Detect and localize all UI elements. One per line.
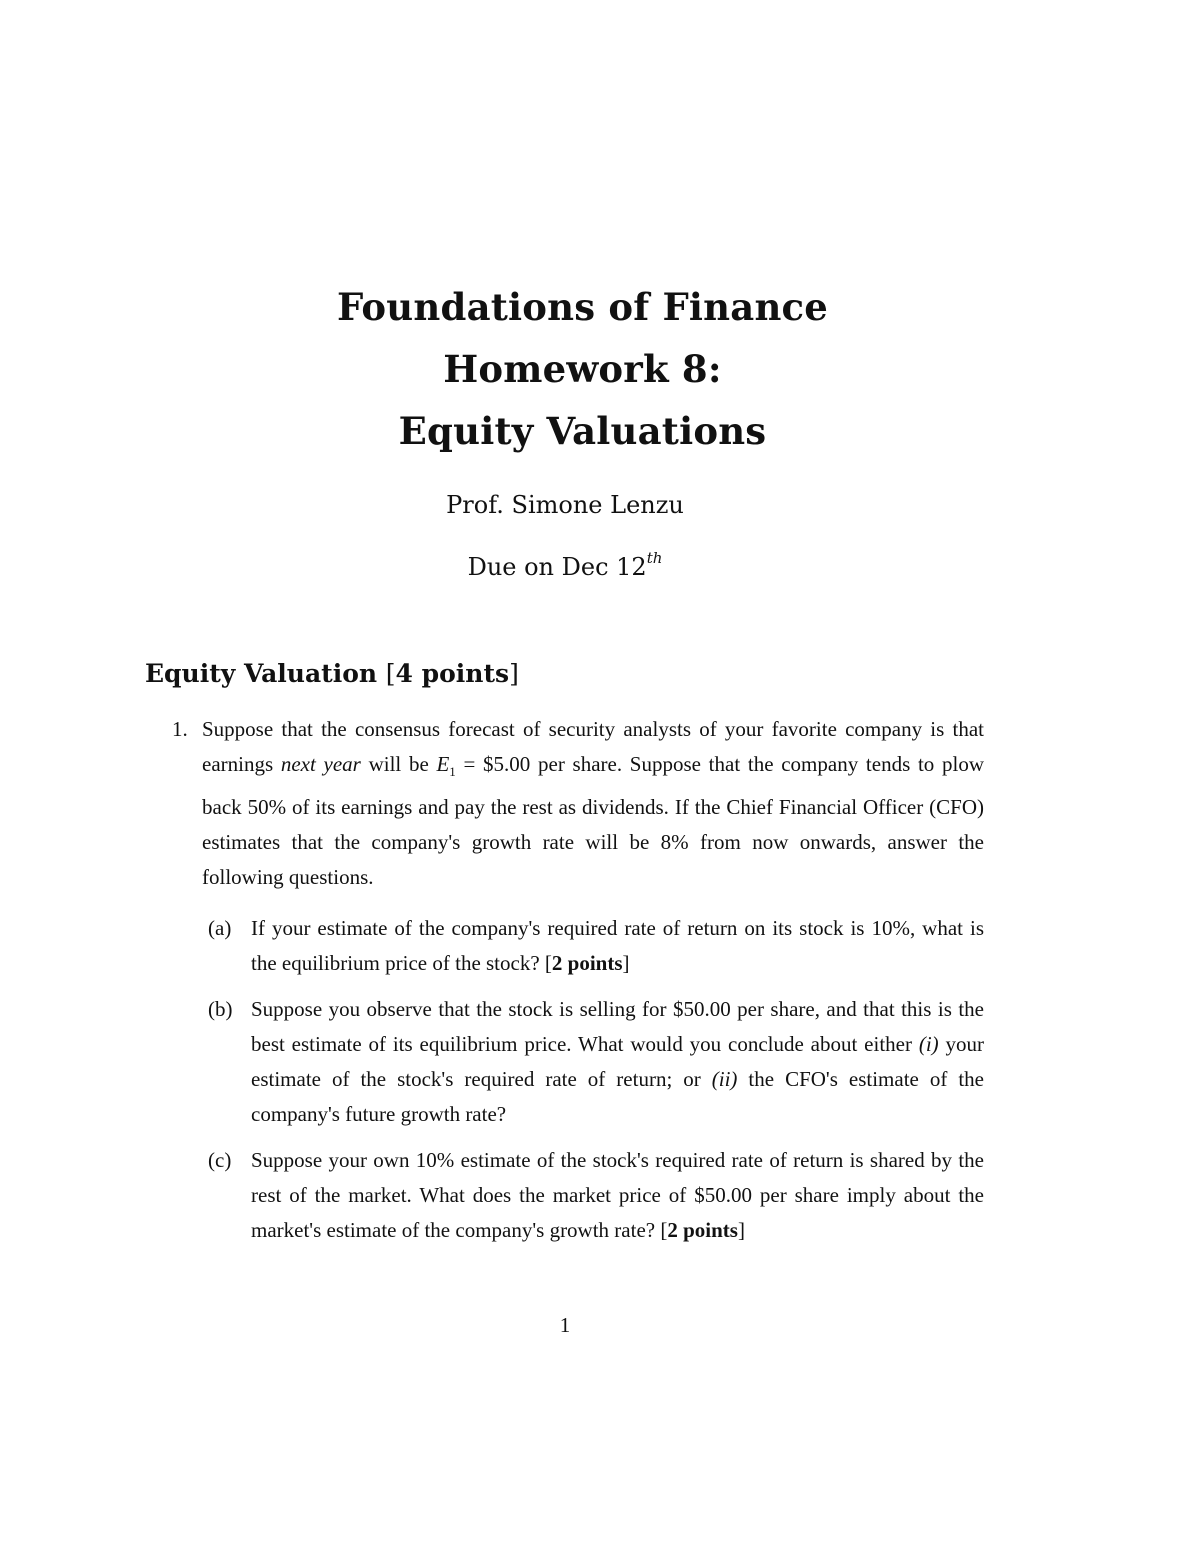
points-value: 2 points bbox=[667, 1218, 738, 1243]
subquestion-label: (c) bbox=[208, 1147, 232, 1172]
subquestion-text-part: the CFO's estimate of the company's future growth rate? bbox=[251, 1067, 984, 1127]
author: Prof. Simone Lenzu bbox=[446, 491, 684, 519]
subquestion-b bbox=[208, 992, 984, 1133]
homework-title: Homework 8: bbox=[443, 347, 722, 391]
question-text-part: Suppose that the consensus forecast of security analysts of your favorite company is that earnings bbox=[202, 717, 984, 777]
page-number: 1 bbox=[559, 1313, 571, 1337]
subquestion-text-part: Suppose your own 10% estimate of the stock's required rate of return is shared by the rest of the market. What does the market price of $50.00 per share imply about the market's estimate of the company's growth rate? bbox=[251, 1147, 984, 1243]
math-symbol: E bbox=[436, 752, 450, 777]
subquestion-c bbox=[208, 1143, 984, 1249]
subquestion-text-part: your estimate of the stock's required rate of return; or bbox=[251, 1031, 984, 1092]
question-text bbox=[202, 712, 984, 896]
section-title: Equity Valuation bbox=[145, 659, 378, 688]
subquestion-emphasis: (i) bbox=[918, 1031, 939, 1056]
question-text-part: = $5.00 per share. Suppose that the company tends to plow back 50% of its earnings and pay the rest as dividends. If the Chief Financial Officer (CFO) estimates that the company's growth rate will be 8% from now onwards, answer the following questions. bbox=[202, 752, 984, 890]
math-expression bbox=[436, 752, 456, 780]
section-heading bbox=[145, 659, 519, 688]
subquestion-text bbox=[251, 1143, 984, 1249]
subquestion-points: [2 points] bbox=[544, 951, 630, 976]
subquestion-text bbox=[251, 911, 984, 982]
subquestion-label: (b) bbox=[208, 996, 233, 1021]
title-block bbox=[0, 276, 1200, 462]
subquestion-list bbox=[208, 911, 984, 1259]
due-date-superscript: th bbox=[646, 549, 663, 567]
question-number: 1. bbox=[172, 717, 188, 741]
question-emphasis: next year bbox=[280, 752, 361, 777]
question-1 bbox=[172, 712, 984, 896]
subquestion-emphasis: (ii) bbox=[711, 1067, 738, 1092]
course-title: Foundations of Finance bbox=[336, 285, 829, 329]
math-subscript: 1 bbox=[449, 764, 456, 780]
topic-title: Equity Valuations bbox=[398, 409, 767, 453]
section-points-text: 4 points bbox=[395, 659, 510, 688]
subquestion-label: (a) bbox=[208, 916, 232, 940]
section-points: [4 points] bbox=[385, 659, 519, 688]
subquestion-text-part: If your estimate of the company's required rate of return on its stock is 10%, what is the equilibrium price of the stock? bbox=[251, 916, 984, 976]
subquestion-points: [2 points] bbox=[660, 1218, 745, 1243]
points-value: 2 points bbox=[551, 951, 623, 976]
subquestion-a bbox=[208, 911, 984, 982]
due-date-text: Due on Dec 12 bbox=[467, 553, 647, 581]
due-date bbox=[0, 549, 1165, 581]
subquestion-text bbox=[251, 992, 984, 1133]
question-text-part: will be bbox=[360, 752, 437, 777]
subquestion-text-part: Suppose you observe that the stock is selling for $50.00 per share, and that this is the best estimate of its equilibrium price. What would you conclude about either bbox=[251, 996, 984, 1056]
